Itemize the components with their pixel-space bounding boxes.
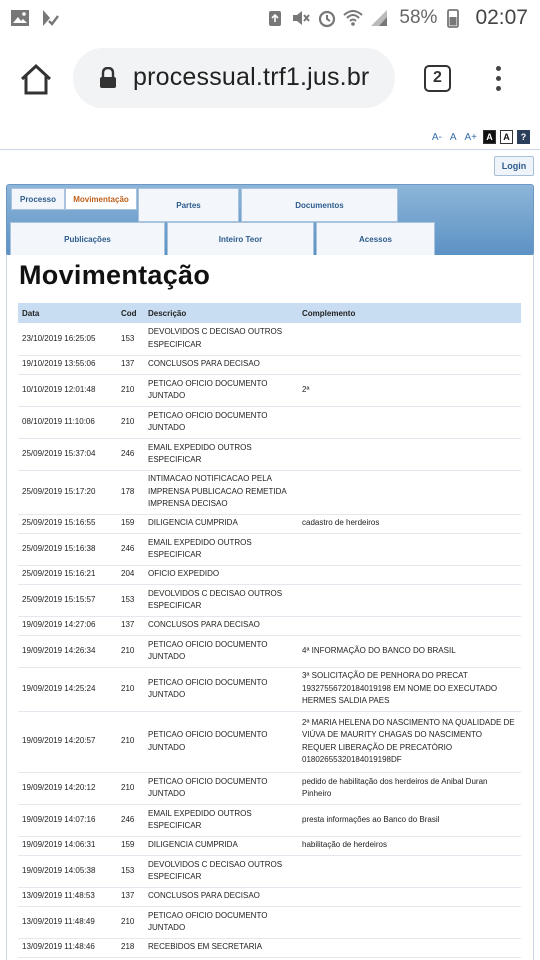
recycle-icon — [265, 8, 285, 28]
wifi-icon — [343, 8, 363, 28]
table-row — [18, 667, 521, 711]
cell-cod: 204 — [117, 565, 144, 584]
cell-data: 19/09/2019 14:20:57 — [18, 711, 117, 772]
tab-acessos[interactable]: Acessos — [316, 222, 435, 256]
cell-data: 13/09/2019 11:48:53 — [18, 887, 117, 906]
column-header-cod: Cod — [117, 303, 144, 323]
cell-desc: CONCLUSOS PARA DECISAO — [144, 616, 298, 635]
address-bar[interactable] — [73, 48, 395, 108]
clock: 02:07 — [475, 6, 528, 29]
cell-cod: 153 — [117, 323, 144, 355]
contrast-dark-button[interactable]: A — [483, 130, 496, 144]
cell-data: 25/09/2019 15:16:21 — [18, 565, 117, 584]
cell-comp — [298, 616, 521, 635]
cell-desc: PETICAO OFICIO DOCUMENTO JUNTADO — [144, 772, 298, 804]
signal-icon — [369, 8, 389, 28]
tab-processo[interactable]: Processo — [11, 188, 65, 210]
cell-data: 25/09/2019 15:15:57 — [18, 584, 117, 616]
tab-panel — [6, 184, 534, 256]
cell-comp — [298, 887, 521, 906]
cell-comp: pedido de habilitação dos herdeiros de Anibal Duran Pinheiro — [298, 772, 521, 804]
tab-switcher-button[interactable]: 2 — [424, 65, 451, 92]
cell-comp — [298, 855, 521, 887]
cell-comp — [298, 355, 521, 374]
cell-comp: 2ª — [298, 374, 521, 406]
column-header-data: Data — [18, 303, 117, 323]
web-page — [0, 122, 540, 960]
cell-cod: 137 — [117, 355, 144, 374]
cell-cod: 178 — [117, 470, 144, 514]
cell-cod: 210 — [117, 772, 144, 804]
cell-cod: 137 — [117, 887, 144, 906]
cell-comp: 3ª SOLICITAÇÃO DE PENHORA DO PRECAT 19327556720184019198 EM NOME DO EXECUTADO HERMES SALDIA PAES — [298, 667, 521, 711]
cell-desc: DILIGENCIA CUMPRIDA — [144, 836, 298, 855]
cell-data: 13/09/2019 11:48:49 — [18, 906, 117, 938]
cell-desc: CONCLUSOS PARA DECISAO — [144, 355, 298, 374]
cell-comp — [298, 438, 521, 470]
tab-documentos[interactable]: Documentos — [241, 188, 398, 222]
cell-desc: PETICAO OFICIO DOCUMENTO JUNTADO — [144, 667, 298, 711]
column-header-descricao: Descrição — [144, 303, 298, 323]
cell-data: 25/09/2019 15:16:38 — [18, 533, 117, 565]
movements-table — [18, 303, 521, 958]
cell-cod: 210 — [117, 374, 144, 406]
cell-desc: PETICAO OFICIO DOCUMENTO JUNTADO — [144, 711, 298, 772]
tab-inteiro-teor[interactable]: Inteiro Teor — [167, 222, 314, 256]
cell-cod: 159 — [117, 514, 144, 533]
cell-cod: 210 — [117, 906, 144, 938]
cell-desc: EMAIL EXPEDIDO OUTROS ESPECIFICAR — [144, 533, 298, 565]
cell-comp — [298, 938, 521, 957]
cell-comp: 4ª INFORMAÇÃO DO BANCO DO BRASIL — [298, 635, 521, 667]
table-row — [18, 772, 521, 804]
cell-desc: PETICAO OFICIO DOCUMENTO JUNTADO — [144, 406, 298, 438]
url-text: processual.trf1.jus.br — [133, 63, 370, 91]
cell-data: 25/09/2019 15:16:55 — [18, 514, 117, 533]
table-row — [18, 533, 521, 565]
cell-cod: 218 — [117, 938, 144, 957]
cell-comp — [298, 406, 521, 438]
cell-desc: OFICIO EXPEDIDO — [144, 565, 298, 584]
table-row — [18, 836, 521, 855]
table-row — [18, 406, 521, 438]
cell-desc: PETICAO OFICIO DOCUMENTO JUNTADO — [144, 374, 298, 406]
table-row — [18, 323, 521, 355]
cell-desc: DILIGENCIA CUMPRIDA — [144, 514, 298, 533]
cell-data: 19/09/2019 14:26:34 — [18, 635, 117, 667]
help-button[interactable]: ? — [517, 130, 530, 144]
table-row — [18, 355, 521, 374]
cell-data: 19/10/2019 13:55:06 — [18, 355, 117, 374]
cell-comp — [298, 533, 521, 565]
lock-icon — [99, 67, 117, 89]
cell-cod: 137 — [117, 616, 144, 635]
cell-data: 19/09/2019 14:07:16 — [18, 804, 117, 836]
cell-comp — [298, 906, 521, 938]
download-check-notification-icon — [40, 8, 60, 28]
cell-cod: 210 — [117, 635, 144, 667]
cell-cod: 153 — [117, 855, 144, 887]
cell-data: 19/09/2019 14:20:12 — [18, 772, 117, 804]
cell-data: 19/09/2019 14:27:06 — [18, 616, 117, 635]
cell-desc: INTIMACAO NOTIFICACAO PELA IMPRENSA PUBLICACAO REMETIDA IMPRENSA DECISAO — [144, 470, 298, 514]
cell-desc: PETICAO OFICIO DOCUMENTO JUNTADO — [144, 906, 298, 938]
cell-desc: DEVOLVIDOS C DECISAO OUTROS ESPECIFICAR — [144, 855, 298, 887]
battery-percent: 58% — [399, 7, 438, 28]
status-bar — [0, 0, 540, 36]
table-row — [18, 565, 521, 584]
tab-movimentacao[interactable]: Movimentação — [65, 188, 137, 210]
cell-comp: cadastro de herdeiros — [298, 514, 521, 533]
table-row — [18, 584, 521, 616]
cell-comp — [298, 323, 521, 355]
cell-desc: CONCLUSOS PARA DECISAO — [144, 887, 298, 906]
cell-comp: presta informações ao Banco do Brasil — [298, 804, 521, 836]
table-row — [18, 887, 521, 906]
contrast-light-button[interactable]: A — [500, 130, 513, 144]
page-title: Movimentação — [19, 260, 211, 290]
font-size-controls — [430, 130, 530, 144]
table-row — [18, 711, 521, 772]
cell-data: 25/09/2019 15:37:04 — [18, 438, 117, 470]
table-row — [18, 855, 521, 887]
table-row — [18, 906, 521, 938]
table-row — [18, 938, 521, 957]
cell-desc: EMAIL EXPEDIDO OUTROS ESPECIFICAR — [144, 804, 298, 836]
cell-comp — [298, 584, 521, 616]
cell-data: 08/10/2019 11:10:06 — [18, 406, 117, 438]
table-row — [18, 470, 521, 514]
tab-publicacoes[interactable]: Publicações — [10, 222, 165, 256]
table-row — [18, 438, 521, 470]
divider — [0, 149, 540, 150]
login-button[interactable]: Login — [494, 156, 534, 176]
table-row — [18, 374, 521, 406]
cell-data: 19/09/2019 14:05:38 — [18, 855, 117, 887]
mute-icon — [291, 8, 311, 28]
cell-cod: 210 — [117, 667, 144, 711]
cell-desc: DEVOLVIDOS C DECISAO OUTROS ESPECIFICAR — [144, 323, 298, 355]
table-row — [18, 804, 521, 836]
cell-cod: 210 — [117, 406, 144, 438]
gallery-notification-icon — [10, 8, 30, 28]
cell-data: 19/09/2019 14:25:24 — [18, 667, 117, 711]
cell-data: 10/10/2019 12:01:48 — [18, 374, 117, 406]
cell-cod: 246 — [117, 438, 144, 470]
cell-comp — [298, 565, 521, 584]
cell-comp — [298, 470, 521, 514]
cell-data: 13/09/2019 11:48:46 — [18, 938, 117, 957]
more-options-icon[interactable] — [493, 66, 503, 94]
cell-cod: 159 — [117, 836, 144, 855]
cell-comp: 2ª MARIA HELENA DO NASCIMENTO NA QUALIDADE DE VIÚVA DE MAURITY CHAGAS DO NASCIMENTO REQUER LIBERAÇÃO DE PRECATÓRIO 01802655320184019198DF — [298, 711, 521, 772]
cell-desc: EMAIL EXPEDIDO OUTROS ESPECIFICAR — [144, 438, 298, 470]
battery-icon — [443, 8, 463, 28]
cell-data: 25/09/2019 15:17:20 — [18, 470, 117, 514]
cell-desc: RECEBIDOS EM SECRETARIA — [144, 938, 298, 957]
cell-cod: 153 — [117, 584, 144, 616]
cell-desc: PETICAO OFICIO DOCUMENTO JUNTADO — [144, 635, 298, 667]
cell-comp: habilitação de herdeiros — [298, 836, 521, 855]
font-increase-link[interactable]: A+ — [464, 131, 477, 143]
browser-toolbar — [0, 36, 540, 122]
column-header-complemento: Complemento — [298, 303, 521, 323]
cell-data: 19/09/2019 14:06:31 — [18, 836, 117, 855]
table-row — [18, 616, 521, 635]
cell-cod: 246 — [117, 804, 144, 836]
cell-cod: 210 — [117, 711, 144, 772]
alarm-icon — [317, 8, 337, 28]
cell-cod: 246 — [117, 533, 144, 565]
cell-data: 23/10/2019 16:25:05 — [18, 323, 117, 355]
font-normal-link[interactable]: A — [449, 131, 457, 143]
cell-desc: DEVOLVIDOS C DECISAO OUTROS ESPECIFICAR — [144, 584, 298, 616]
table-header-row — [18, 303, 521, 323]
font-decrease-link[interactable]: A- — [431, 131, 442, 143]
table-row — [18, 635, 521, 667]
home-icon[interactable] — [18, 62, 54, 98]
table-row — [18, 514, 521, 533]
tab-partes[interactable]: Partes — [138, 188, 239, 222]
